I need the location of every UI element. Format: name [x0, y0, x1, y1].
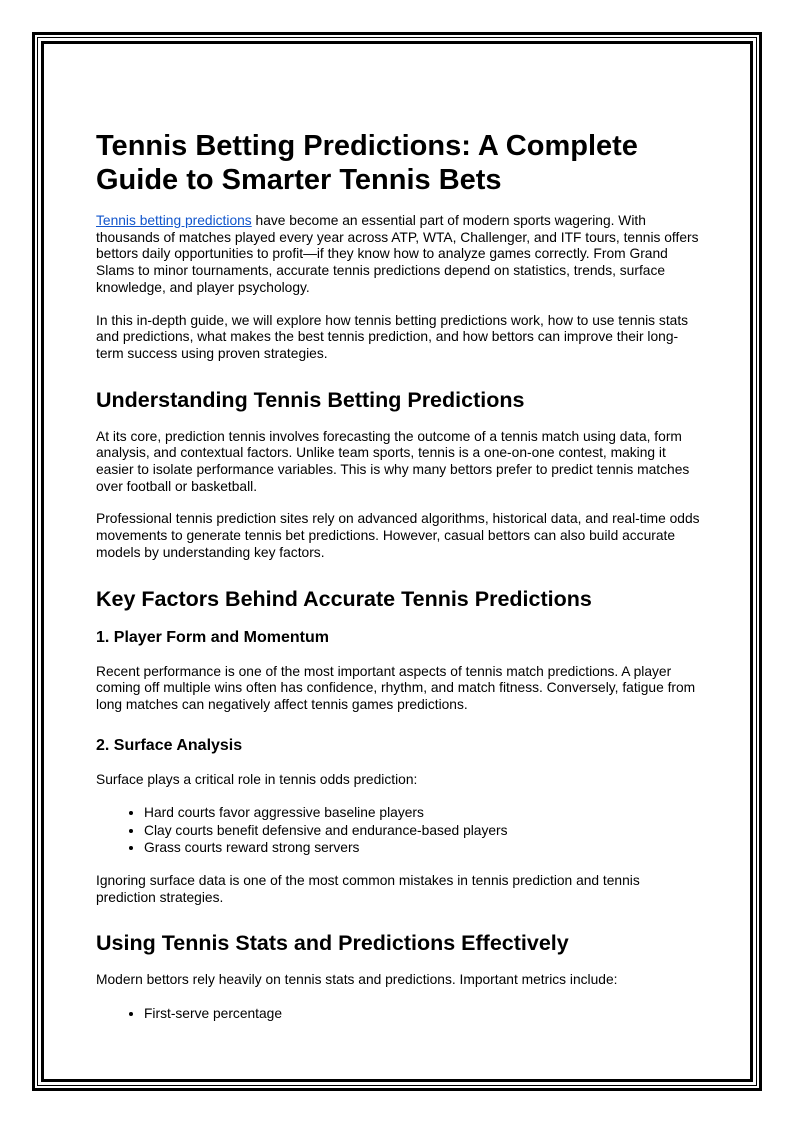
list-item: • First-serve percentage	[144, 1005, 701, 1023]
understanding-paragraph-1: At its core, prediction tennis involves forecasting the outcome of a tennis match using data, form analysis, and contextual factors. Unlike team sports, tennis is a one-on-one contest, making it easier to isolate performance variables. This is why many bettors prefer to predict tennis matches over football or basketball.	[96, 428, 690, 494]
player-form-paragraph: Recent performance is one of the most important aspects of tennis match predictions. A player coming off multiple wins often has confidence, rhythm, and match fitness. Conversely, fatigue from long matches can negatively affect tennis games predictions.	[96, 663, 696, 712]
document-body	[96, 129, 701, 1022]
intro-paragraph-2: In this in-depth guide, we will explore how tennis betting predictions work, how to use tennis stats and predictions, what makes the best tennis prediction, and how bettors can improve their long-term success using proven strategies.	[96, 312, 689, 361]
section-heading-understanding: Understanding Tennis Betting Predictions	[96, 387, 525, 412]
intro-paragraph	[96, 213, 701, 297]
stats-paragraph: Modern bettors rely heavily on tennis stats and predictions. Important metrics include:	[96, 972, 618, 988]
page-title: Tennis Betting Predictions: A Complete Guide to Smarter Tennis Bets	[96, 130, 638, 196]
intro-text: have become an essential part of modern sports wagering. With thousands of matches played every year across ATP, WTA, Challenger, and ITF tours, tennis offers bettors daily opportunities to profit—if they know how to analyze games correctly. From Grand Slams to minor tournaments, accurate tennis predictions depend on statistics, trends, surface knowledge, and player psychology.	[96, 213, 699, 295]
subheading-player-form: 1. Player Form and Momentum	[96, 628, 329, 646]
subheading-surface-analysis: 2. Surface Analysis	[96, 736, 243, 754]
surface-bullet-list	[96, 804, 701, 857]
stats-bullet-list	[96, 1005, 701, 1023]
list-item: • Hard courts favor aggressive baseline players	[144, 804, 701, 822]
list-item: • Grass courts reward strong servers	[144, 839, 701, 857]
understanding-paragraph-2: Professional tennis prediction sites rely on advanced algorithms, historical data, and real-time odds movements to generate tennis bet predictions. However, casual bettors can also build accurate models by understanding key factors.	[96, 511, 700, 560]
surface-closing-paragraph: Ignoring surface data is one of the most common mistakes in tennis prediction and tennis prediction strategies.	[96, 872, 640, 905]
surface-analysis-paragraph: Surface plays a critical role in tennis odds prediction:	[96, 771, 418, 787]
section-heading-stats: Using Tennis Stats and Predictions Effectively	[96, 931, 569, 956]
section-heading-key-factors: Key Factors Behind Accurate Tennis Predictions	[96, 586, 592, 611]
list-item: • Clay courts benefit defensive and endurance-based players	[144, 822, 701, 840]
tennis-betting-predictions-link[interactable]: Tennis betting predictions	[96, 213, 252, 228]
